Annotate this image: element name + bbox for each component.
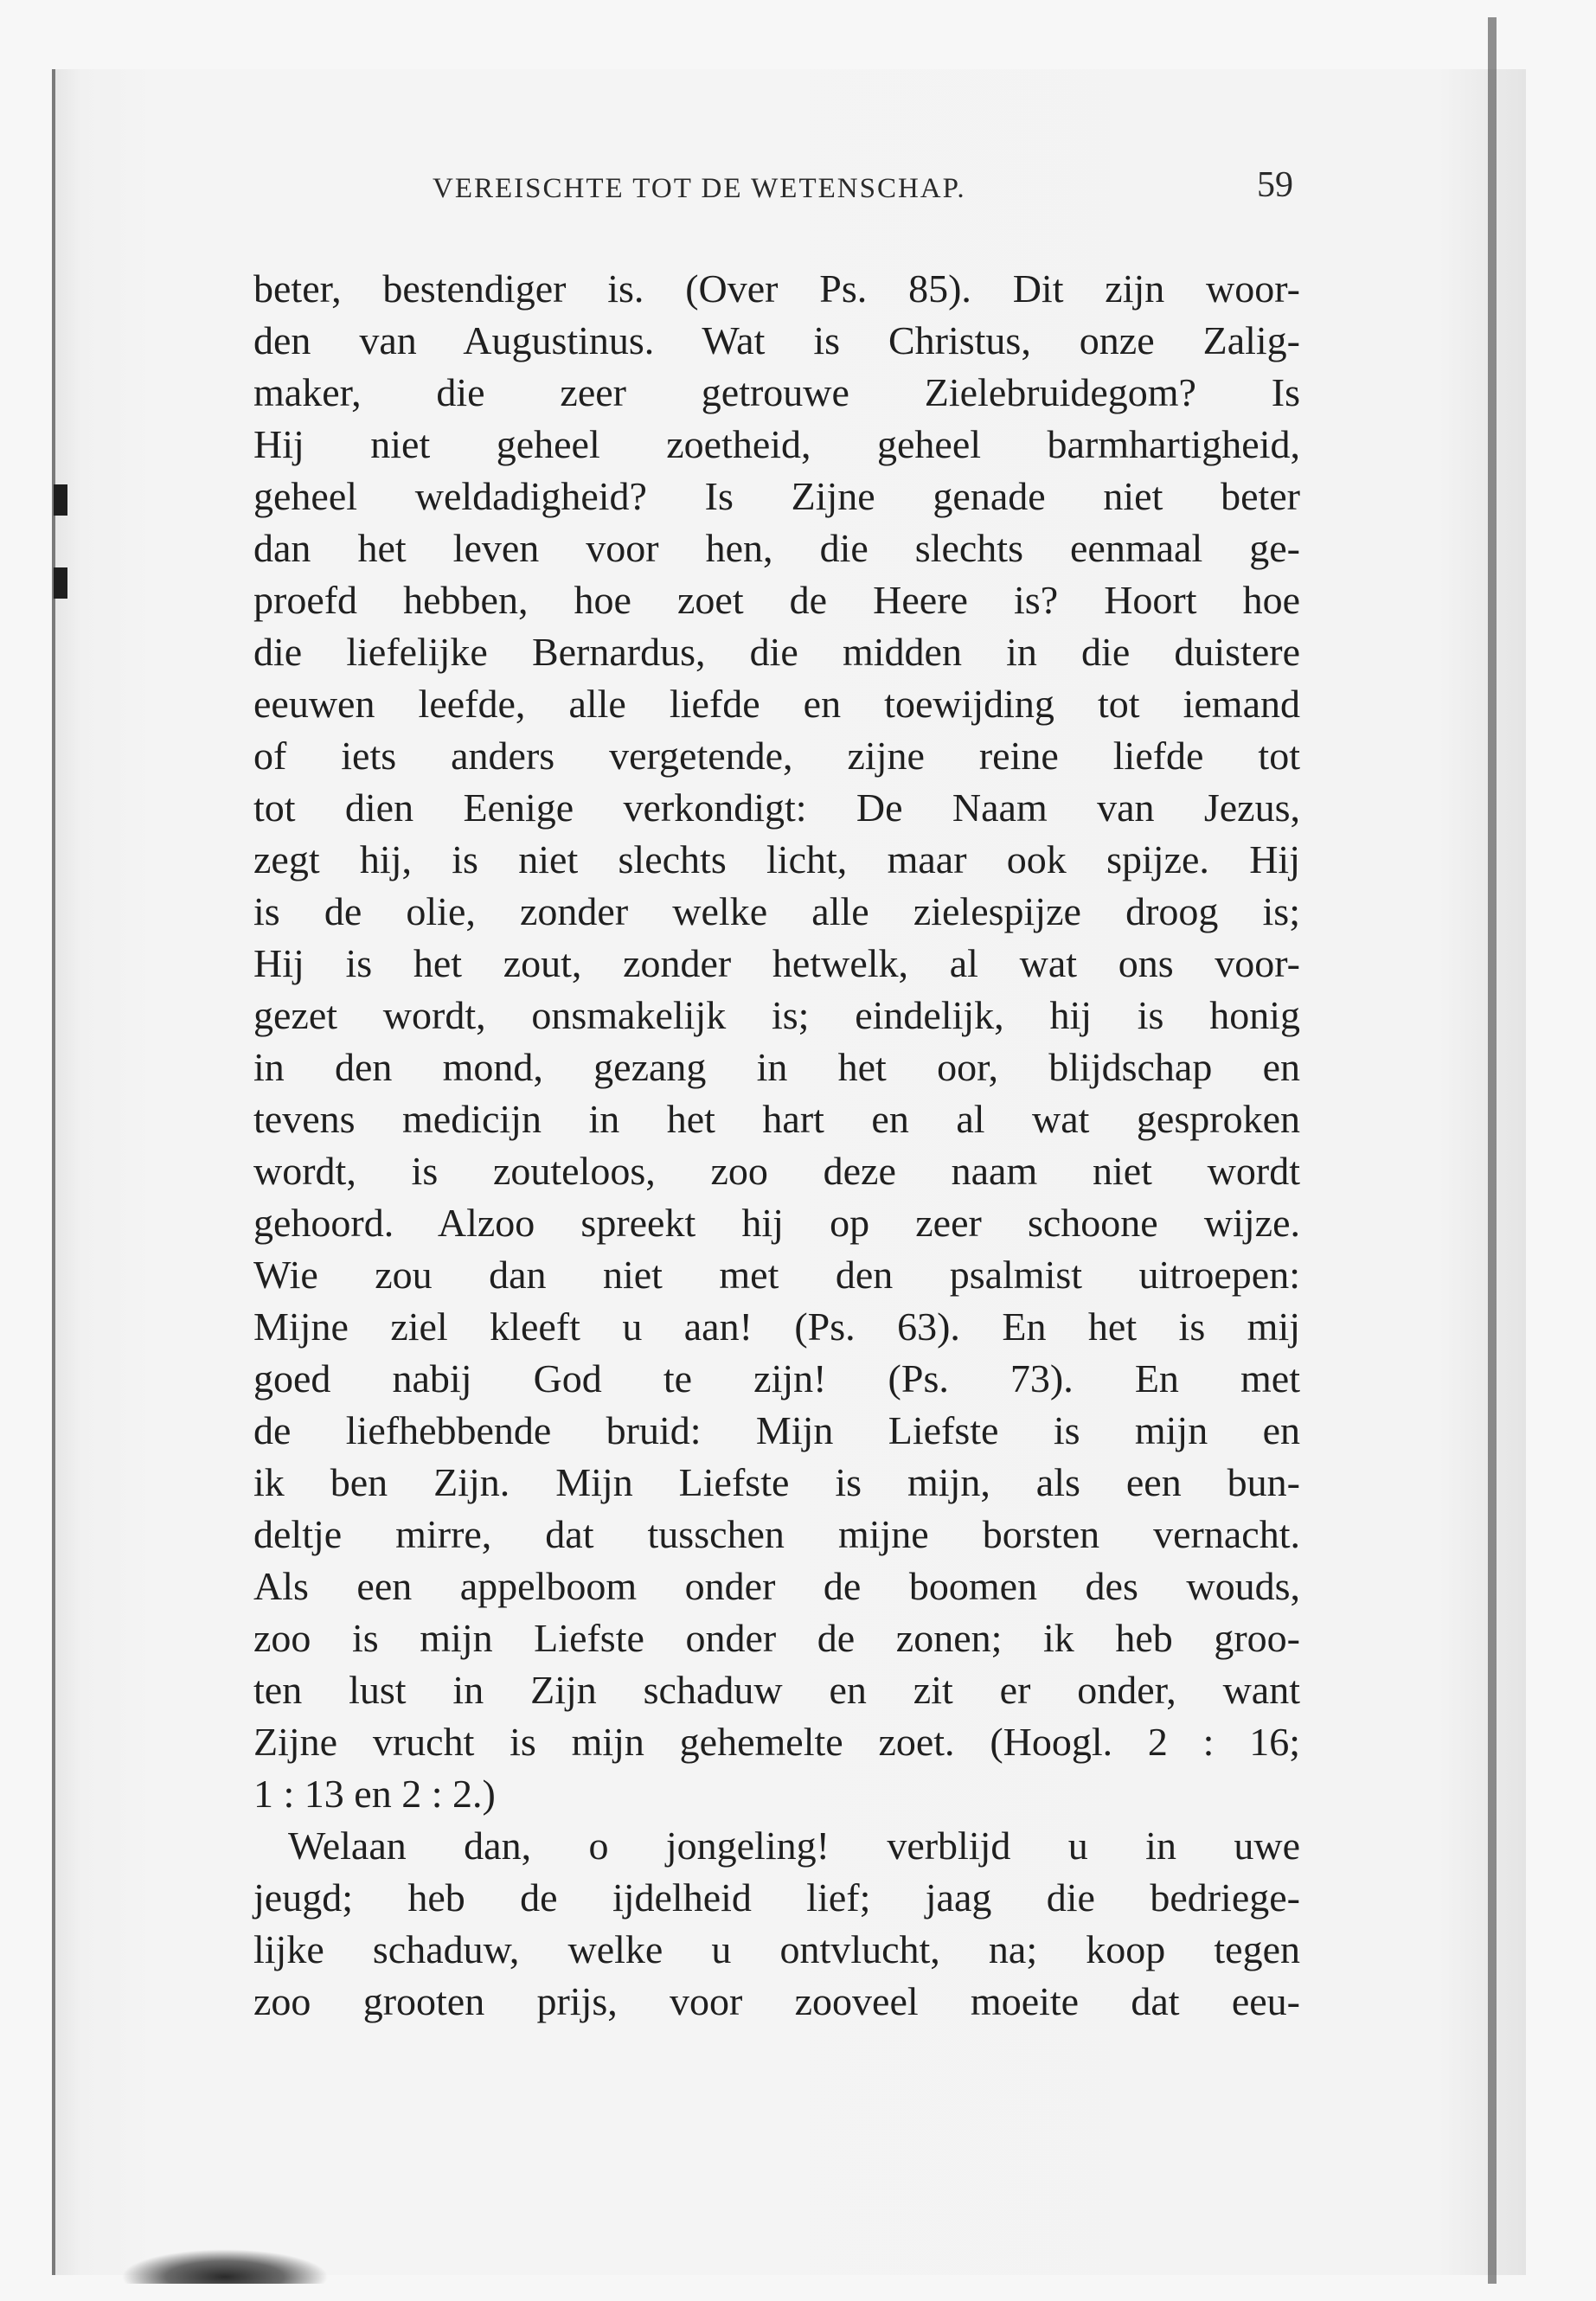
text-line: beter, bestendiger is. (Over Ps. 85). Dit zijn woor- xyxy=(253,266,1300,311)
text-line: Hij niet geheel zoetheid, geheel barmhartigheid, xyxy=(253,422,1300,466)
text-line: die liefelijke Bernardus, die midden in die duistere xyxy=(253,630,1300,674)
text-line: goed nabij God te zijn! (Ps. 73). En met xyxy=(253,1356,1300,1400)
text-line: dan het leven voor hen, die slechts eenmaal ge- xyxy=(253,526,1300,570)
text-line: Wie zou dan niet met den psalmist uitroepen: xyxy=(253,1253,1300,1297)
body-text xyxy=(253,263,1300,2028)
running-head xyxy=(433,164,1293,216)
page-number: 59 xyxy=(1257,165,1293,205)
running-title: VEREISCHTE TOT DE WETENSCHAP. xyxy=(433,173,966,204)
text-line: gezet wordt, onsmakelijk is; eindelijk, hij is honig xyxy=(253,993,1300,1037)
text-line: zoo grooten prijs, voor zooveel moeite dat eeu- xyxy=(253,1979,1300,2023)
text-line: in den mond, gezang in het oor, blijdschap en xyxy=(253,1045,1300,1089)
text-line: Als een appelboom onder de boomen des wouds, xyxy=(253,1564,1300,1608)
text-line: wordt, is zouteloos, zoo deze naam niet wordt xyxy=(253,1149,1300,1193)
text-line: Zijne vrucht is mijn gehemelte zoet. (Hoogl. 2 : 16; xyxy=(253,1720,1300,1764)
text-line: tot dien Eenige verkondigt: De Naam van Jezus, xyxy=(253,785,1300,830)
text-line: tevens medicijn in het hart en al wat gesproken xyxy=(253,1097,1300,1141)
margin-marks xyxy=(54,484,69,614)
text-line: den van Augustinus. Wat is Christus, onze Zalig- xyxy=(253,318,1300,362)
text-line: eeuwen leefde, alle liefde en toewijding tot iemand xyxy=(253,682,1300,726)
text-line-paragraph-start: Welaan dan, o jongeling! verblijd u in uwe xyxy=(288,1823,1300,1868)
text-line: zegt hij, is niet slechts licht, maar ook spijze. Hij xyxy=(253,837,1300,881)
text-line: is de olie, zonder welke alle zielespijze droog is; xyxy=(253,889,1300,933)
text-line: Hij is het zout, zonder hetwelk, al wat ons voor- xyxy=(253,941,1300,985)
text-line: de liefhebbende bruid: Mijn Liefste is mijn en xyxy=(253,1408,1300,1452)
text-line: jeugd; heb de ijdelheid lief; jaag die bedriege- xyxy=(253,1875,1300,1920)
scan-smudge xyxy=(121,2249,329,2284)
text-line: geheel weldadigheid? Is Zijne genade niet beter xyxy=(253,474,1300,518)
text-line: maker, die zeer getrouwe Zielebruidegom? Is xyxy=(253,370,1300,414)
text-line: gehoord. Alzoo spreekt hij op zeer schoone wijze. xyxy=(253,1201,1300,1245)
text-line: zoo is mijn Liefste onder de zonen; ik heb groo- xyxy=(253,1616,1300,1660)
text-line: proefd hebben, hoe zoet de Heere is? Hoort hoe xyxy=(253,578,1300,622)
text-line: of iets anders vergetende, zijne reine liefde tot xyxy=(253,734,1300,778)
text-line: ten lust in Zijn schaduw en zit er onder, want xyxy=(253,1668,1300,1712)
page-edge-shadow xyxy=(1488,17,1497,2284)
text-line: Mijne ziel kleeft u aan! (Ps. 63). En het is mij xyxy=(253,1304,1300,1349)
text-line: 1 : 13 en 2 : 2.) xyxy=(253,1772,496,1816)
text-line: deltje mirre, dat tusschen mijne borsten vernacht. xyxy=(253,1512,1300,1556)
text-line: ik ben Zijn. Mijn Liefste is mijn, als een bun- xyxy=(253,1460,1300,1504)
text-line: lijke schaduw, welke u ontvlucht, na; koop tegen xyxy=(253,1927,1300,1971)
